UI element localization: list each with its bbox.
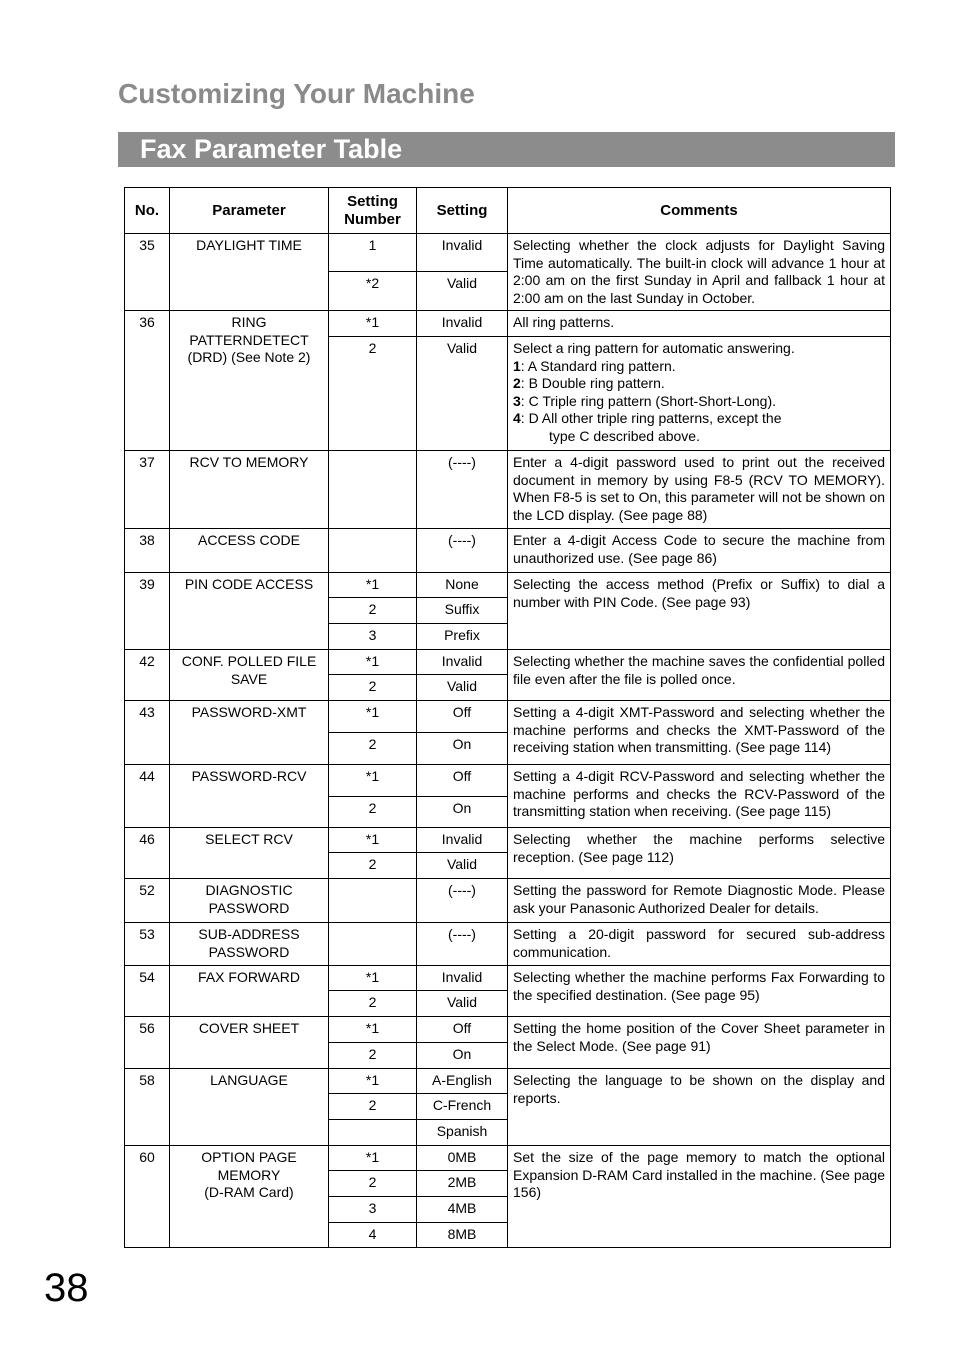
setting-number: 3 [329, 1197, 417, 1223]
table-row [125, 1017, 891, 1043]
table-row [125, 650, 891, 675]
setting-value: (----) [417, 451, 508, 529]
setting-number: 2 [329, 337, 417, 451]
header-no: No. [125, 188, 170, 234]
pattern-key: 2 [513, 375, 521, 391]
fax-parameter-table [124, 187, 891, 1248]
setting-value: On [417, 1043, 508, 1069]
setting-number: 2 [329, 991, 417, 1017]
table-row [125, 451, 891, 529]
setting-value: On [417, 797, 508, 828]
param-name [170, 923, 329, 966]
param-no: 44 [125, 765, 170, 828]
table-row [125, 573, 891, 598]
setting-number: *1 [329, 701, 417, 733]
setting-number: *1 [329, 311, 417, 337]
setting-value: Valid [417, 991, 508, 1017]
pattern-text: : B Double ring pattern. [520, 375, 665, 391]
param-name: FAX FORWARD [170, 966, 329, 1017]
pattern-text-continued: type C described above. [549, 427, 700, 444]
setting-number: 2 [329, 1094, 417, 1120]
pattern-text: : A Standard ring pattern. [520, 357, 676, 374]
param-name-line: SAVE [230, 670, 268, 687]
param-comment: Enter a 4-digit password used to print out the received document in memory by using F8-5 (RCV TO MEMORY). When F8-5 is set to On, this parameter will not be shown on the LCD display. (See page 88) [508, 451, 891, 529]
param-name: ACCESS CODE [170, 529, 329, 573]
setting-number: 2 [329, 598, 417, 624]
param-name [170, 650, 329, 701]
setting-number: 2 [329, 1171, 417, 1197]
setting-number: *1 [329, 1146, 417, 1171]
setting-number: 1 [329, 234, 417, 272]
param-name: RCV TO MEMORY [170, 451, 329, 529]
header-setting-number [329, 188, 417, 234]
param-comment [508, 337, 891, 451]
param-no: 35 [125, 234, 170, 311]
table-row [125, 966, 891, 991]
param-no: 52 [125, 879, 170, 923]
setting-number: 2 [329, 1043, 417, 1069]
setting-value: Valid [417, 337, 508, 451]
pattern-text: : D All other triple ring patterns, except the [520, 410, 782, 426]
param-name [170, 879, 329, 923]
table-row [125, 879, 891, 923]
param-no: 56 [125, 1017, 170, 1069]
param-name: PASSWORD-RCV [170, 765, 329, 828]
header-parameter: Parameter [170, 188, 329, 234]
param-name: LANGUAGE [170, 1069, 329, 1146]
param-no: 60 [125, 1146, 170, 1248]
param-comment: Selecting whether the clock adjusts for Daylight Saving Time automatically. The built-in clock will advance 1 hour at 2:00 am on the first Sunday in April and fallback 1 hour at 2:00 am on the last Sunday in October. [508, 234, 891, 311]
param-name-line: SUB-ADDRESS [198, 926, 300, 942]
param-name: PIN CODE ACCESS [170, 573, 329, 650]
table-row [125, 311, 891, 337]
param-no: 53 [125, 923, 170, 966]
setting-value: C-French [417, 1094, 508, 1120]
setting-value: Prefix [417, 624, 508, 650]
pattern-key: 4 [513, 410, 521, 426]
param-name-line: RING [231, 314, 267, 330]
param-name-line: PATTERNDETECT [189, 331, 309, 348]
setting-number: 2 [329, 797, 417, 828]
param-name [170, 1146, 329, 1248]
setting-value: On [417, 733, 508, 765]
setting-value: 4MB [417, 1197, 508, 1223]
param-comment: Set the size of the page memory to match the optional Expansion D-RAM Card installed in the machine. (See page 156) [508, 1146, 891, 1248]
param-no: 54 [125, 966, 170, 1017]
table-row [125, 701, 891, 733]
table-row [125, 828, 891, 853]
param-no: 43 [125, 701, 170, 765]
setting-number: 3 [329, 624, 417, 650]
param-comment: Selecting the access method (Prefix or Suffix) to dial a number with PIN Code. (See page 93) [508, 573, 891, 650]
header-setting-number-line1: Setting [347, 192, 398, 210]
header-setting-number-line2: Number [344, 210, 401, 228]
param-no: 46 [125, 828, 170, 879]
setting-value: (----) [417, 879, 508, 923]
table-row [125, 1146, 891, 1171]
param-comment: Setting a 4-digit RCV-Password and selecting whether the machine performs and checks the RCV-Password of the transmitting station when receiving. (See page 115) [508, 765, 891, 828]
header-setting: Setting [417, 188, 508, 234]
setting-number: *1 [329, 1069, 417, 1094]
header-comments: Comments [508, 188, 891, 234]
param-comment: Selecting whether the machine performs Fax Forwarding to the specified destination. (See page 95) [508, 966, 891, 1017]
setting-value: Spanish [417, 1120, 508, 1146]
setting-value: Off [417, 765, 508, 797]
param-name: PASSWORD-XMT [170, 701, 329, 765]
setting-number [329, 1120, 417, 1146]
setting-value: Invalid [417, 234, 508, 272]
setting-number: *2 [329, 272, 417, 311]
table-row [125, 1069, 891, 1094]
param-comment: Setting a 20-digit password for secured sub-address communication. [508, 923, 891, 966]
setting-number [329, 879, 417, 923]
setting-value: Off [417, 1017, 508, 1043]
param-comment: All ring patterns. [508, 311, 891, 337]
setting-number: *1 [329, 966, 417, 991]
param-name-line: (DRD) (See Note 2) [187, 349, 311, 365]
setting-value: Off [417, 701, 508, 733]
setting-value: Valid [417, 272, 508, 311]
setting-value: 0MB [417, 1146, 508, 1171]
page-title: Fax Parameter Table [140, 134, 403, 164]
setting-value: 8MB [417, 1223, 508, 1248]
param-no: 38 [125, 529, 170, 573]
param-comment: Selecting whether the machine saves the confidential polled file even after the file is polled once. [508, 650, 891, 701]
param-name-line: CONF. POLLED FILE [181, 653, 317, 669]
setting-value: Invalid [417, 311, 508, 337]
setting-number: *1 [329, 573, 417, 598]
param-no: 58 [125, 1069, 170, 1146]
param-no: 42 [125, 650, 170, 701]
setting-value: (----) [417, 923, 508, 966]
param-comment: Setting the home position of the Cover Sheet parameter in the Select Mode. (See page 91) [508, 1017, 891, 1069]
setting-number [329, 451, 417, 529]
param-name: SELECT RCV [170, 828, 329, 879]
param-name-line: DIAGNOSTIC [205, 882, 293, 898]
param-name-line: PASSWORD [208, 899, 290, 916]
setting-number: 2 [329, 853, 417, 879]
param-name-line: MEMORY [217, 1166, 281, 1183]
setting-value: (----) [417, 529, 508, 573]
param-no: 37 [125, 451, 170, 529]
table-row [125, 529, 891, 573]
pattern-text: : C Triple ring pattern (Short-Short-Long). [520, 392, 777, 409]
param-name-line: OPTION PAGE [201, 1149, 297, 1165]
table-row [125, 234, 891, 272]
setting-number: 2 [329, 733, 417, 765]
param-comment: Setting a 4-digit XMT-Password and selecting whether the machine performs and checks the XMT-Password of the receiving station when transmitting. (See page 114) [508, 701, 891, 765]
table-row [125, 765, 891, 797]
setting-value: A-English [417, 1069, 508, 1094]
param-comment: Setting the password for Remote Diagnostic Mode. Please ask your Panasonic Authorized Dealer for details. [508, 879, 891, 923]
pattern-key: 1 [513, 357, 521, 374]
setting-number [329, 923, 417, 966]
param-no: 36 [125, 311, 170, 451]
setting-number: *1 [329, 765, 417, 797]
setting-value: None [417, 573, 508, 598]
setting-value: 2MB [417, 1171, 508, 1197]
setting-number: 4 [329, 1223, 417, 1248]
setting-value: Valid [417, 853, 508, 879]
setting-value: Invalid [417, 828, 508, 853]
param-name: COVER SHEET [170, 1017, 329, 1069]
section-title: Customizing Your Machine [118, 78, 475, 109]
param-name [170, 311, 329, 451]
pattern-key: 3 [513, 392, 521, 409]
setting-number: 2 [329, 675, 417, 701]
param-name-line: (D-RAM Card) [204, 1184, 294, 1200]
table-header-row [125, 188, 891, 234]
setting-number: *1 [329, 828, 417, 853]
setting-value: Invalid [417, 650, 508, 675]
param-name-line: PASSWORD [208, 943, 290, 960]
setting-number [329, 529, 417, 573]
title-bar [118, 132, 895, 167]
setting-number: *1 [329, 1017, 417, 1043]
setting-value: Suffix [417, 598, 508, 624]
param-comment: Selecting the language to be shown on the display and reports. [508, 1069, 891, 1146]
param-no: 39 [125, 573, 170, 650]
param-comment: Selecting whether the machine performs selective reception. (See page 112) [508, 828, 891, 879]
param-comment: Enter a 4-digit Access Code to secure the machine from unauthorized use. (See page 86) [508, 529, 891, 573]
setting-number: *1 [329, 650, 417, 675]
setting-value: Invalid [417, 966, 508, 991]
setting-value: Valid [417, 675, 508, 701]
comment-intro: Select a ring pattern for automatic answering. [513, 340, 795, 356]
page-number: 38 [44, 1266, 89, 1310]
table-row [125, 923, 891, 966]
param-name: DAYLIGHT TIME [170, 234, 329, 311]
